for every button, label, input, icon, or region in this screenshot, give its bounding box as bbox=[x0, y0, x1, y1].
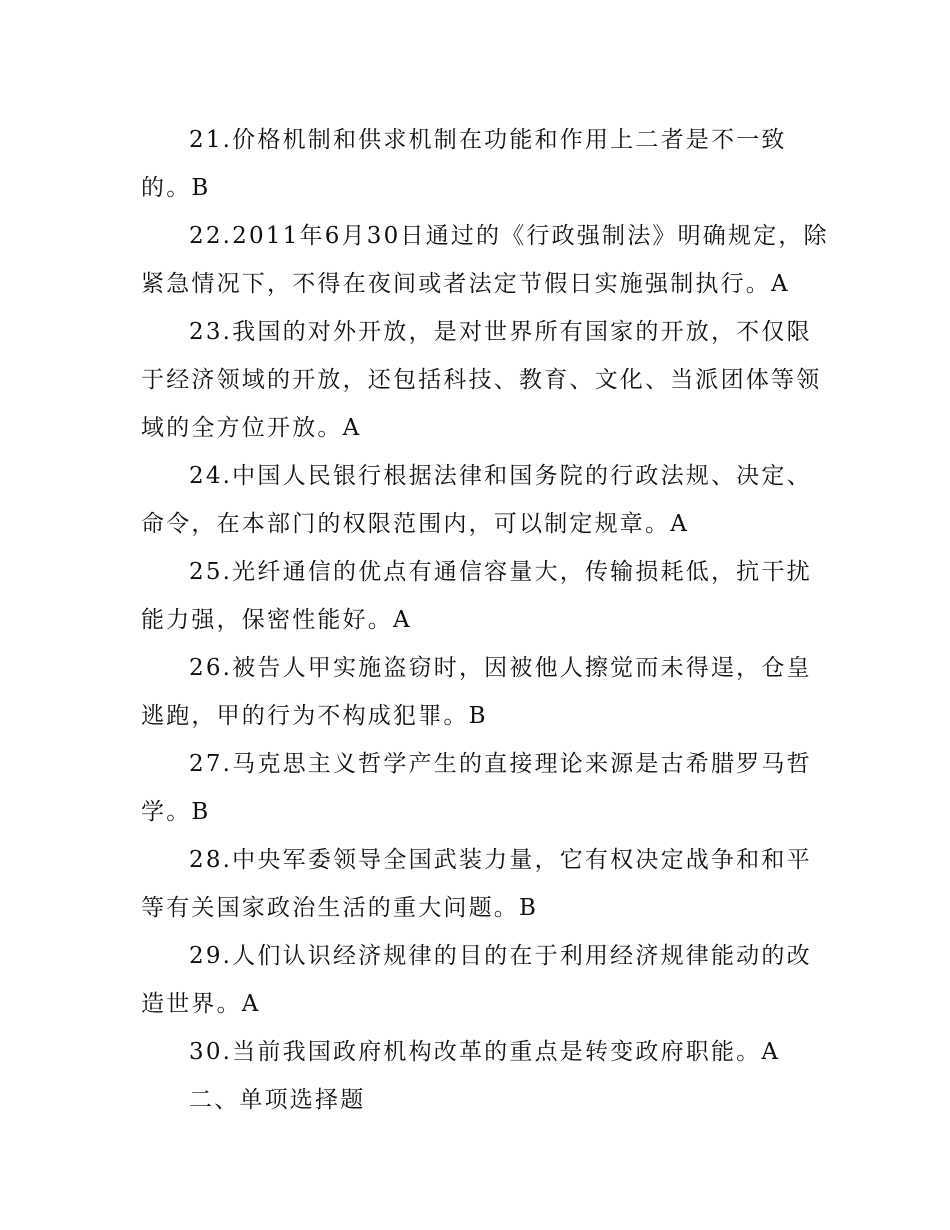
question-item-26: 26.被告人甲实施盗窃时，因被他人擦觉而未得逞，仓皇逃跑，甲的行为不构成犯罪。B bbox=[141, 655, 812, 729]
question-item-28: 28.中央军委领导全国武装力量，它有权决定战争和和平等有关国家政治生活的重大问题。B bbox=[141, 847, 812, 921]
document-body bbox=[141, 116, 831, 1124]
question-item-24: 24.中国人民银行根据法律和国务院的行政法规、决定、命令，在本部门的权限范围内，可以制定规章。A bbox=[141, 463, 812, 537]
section-heading: 二、单项选择题 bbox=[189, 1087, 366, 1113]
question-item-22: 22.2011年6月30日通过的《行政强制法》明确规定，除紧急情况下，不得在夜间或者法定节假日实施强制执行。A bbox=[141, 223, 829, 297]
question-item-27: 27.马克思主义哲学产生的直接理论来源是古希腊罗马哲学。B bbox=[141, 751, 812, 825]
question-item-25: 25.光纤通信的优点有通信容量大，传输损耗低，抗干扰能力强，保密性能好。A bbox=[141, 559, 812, 633]
question-item-29: 29.人们认识经济规律的目的在于利用经济规律能动的改造世界。A bbox=[141, 943, 812, 1017]
question-item-23: 23.我国的对外开放，是对世界所有国家的开放，不仅限于经济领域的开放，还包括科技、教育、文化、当派团体等领域的全方位开放。A bbox=[141, 319, 822, 441]
question-item-30: 30.当前我国政府机构改革的重点是转变政府职能。A bbox=[189, 1039, 781, 1065]
question-item-21: 21.价格机制和供求机制在功能和作用上二者是不一致的。B bbox=[141, 127, 787, 201]
